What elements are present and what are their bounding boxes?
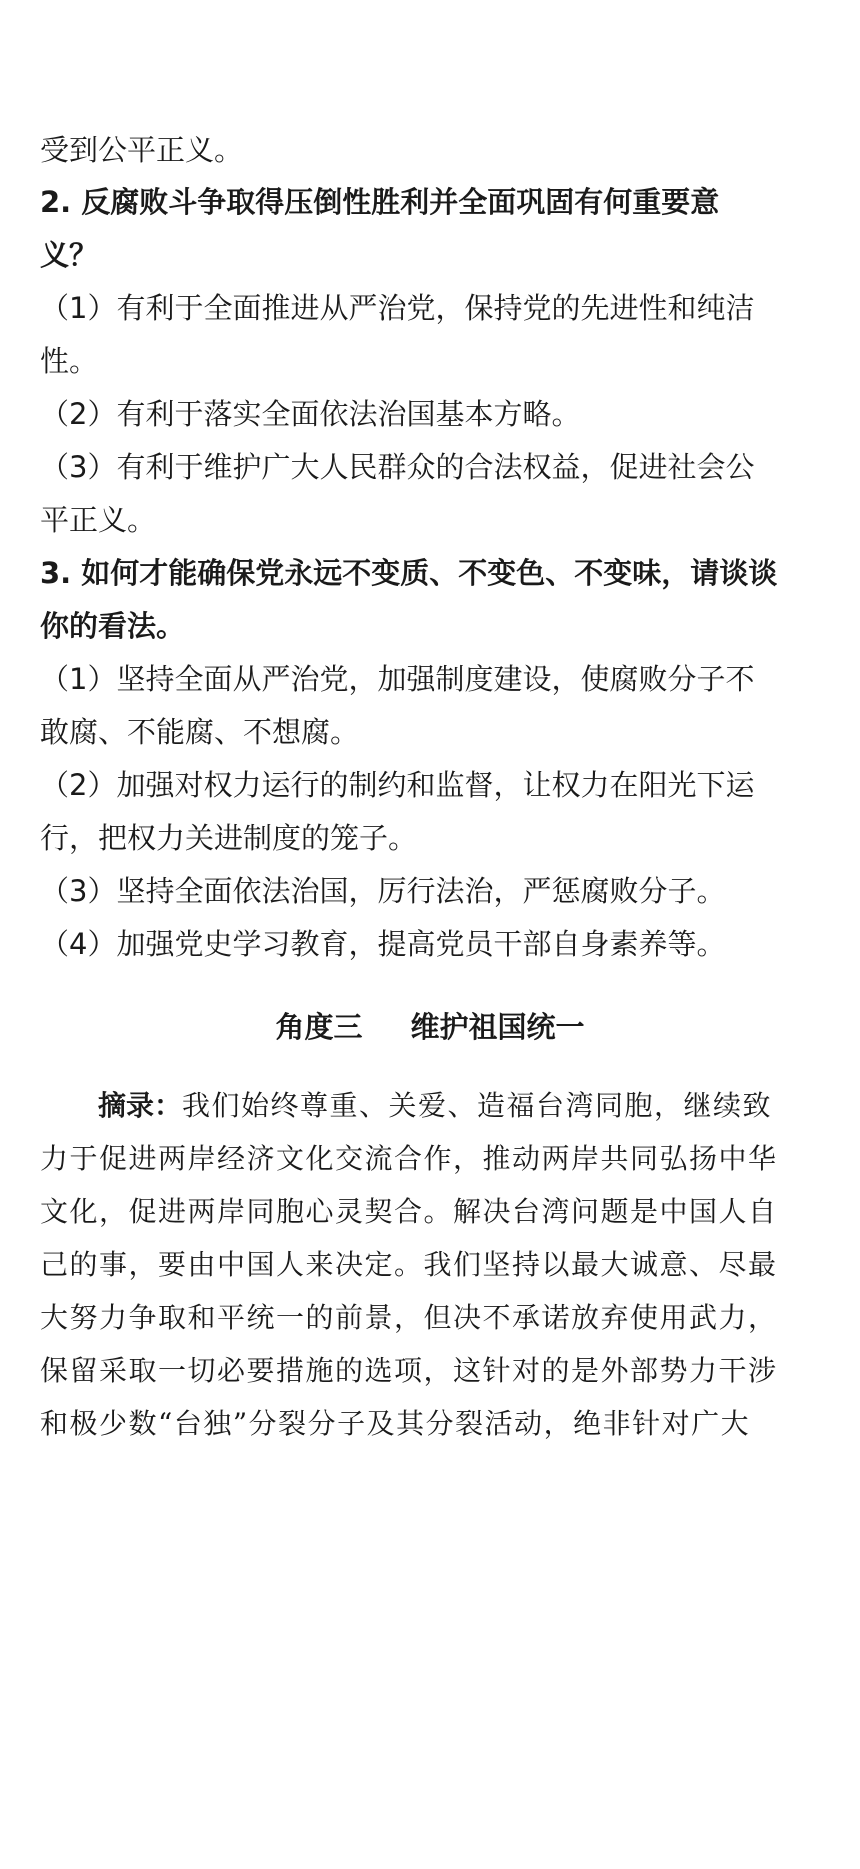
answer-3-1-line-2: 敢腐、不能腐、不想腐。	[40, 715, 360, 749]
excerpt-line-3: 文化，促进两岸同胞心灵契合。解决台湾问题是中国人自	[40, 1195, 778, 1228]
answer-3-2-line-1: （2）加强对权力运行的制约和监督，让权力在阳光下运	[40, 768, 755, 802]
answer-2-2-line-1: （2）有利于落实全面依法治国基本方略。	[40, 397, 581, 431]
answer-2-1-line-2: 性。	[40, 344, 99, 378]
excerpt-label: 摘录：	[98, 1089, 183, 1122]
question-2-line-2: 义？	[40, 238, 99, 272]
question-3-line-1: 3. 如何才能确保党永远不变质、不变色、不变味，请谈谈	[40, 556, 778, 590]
excerpt-line-2: 力于促进两岸经济文化交流合作，推动两岸共同弘扬中华	[40, 1142, 778, 1175]
excerpt-line-4: 己的事，要由中国人来决定。我们坚持以最大诚意、尽最	[40, 1248, 778, 1281]
answer-2-1-line-1: （1）有利于全面推进从严治党，保持党的先进性和纯洁	[40, 291, 755, 325]
answer-3-4-line-1: （4）加强党史学习教育，提高党员干部自身素养等。	[40, 927, 726, 961]
answer-3-2-line-2: 行，把权力关进制度的笼子。	[40, 821, 418, 855]
question-3-line-2: 你的看法。	[40, 609, 186, 643]
answer-3-3-line-1: （3）坚持全面依法治国，厉行法治，严惩腐败分子。	[40, 874, 726, 908]
section-part-label: 角度三	[275, 1010, 363, 1044]
answer-2-3-line-1: （3）有利于维护广大人民群众的合法权益，促进社会公	[40, 450, 755, 484]
excerpt-line-6: 保留采取一切必要措施的选项，这针对的是外部势力干涉	[40, 1354, 778, 1387]
excerpt-line-7: 和极少数“台独”分裂分子及其分裂活动，绝非针对广大	[40, 1407, 751, 1440]
answer-2-3-line-2: 平正义。	[40, 503, 157, 537]
question-2-line-1: 2. 反腐败斗争取得压倒性胜利并全面巩固有何重要意	[40, 185, 720, 219]
section-title: 维护祖国统一	[410, 1010, 585, 1044]
excerpt-line-5: 大努力争取和平统一的前景，但决不承诺放弃使用武力，	[40, 1301, 778, 1334]
answer-3-1-line-1: （1）坚持全面从严治党，加强制度建设，使腐败分子不	[40, 662, 755, 696]
excerpt-line-1	[40, 1084, 830, 1128]
top-fragment: 受到公平正义。	[40, 133, 244, 167]
excerpt-text: 我们始终尊重、关爱、造福台湾同胞，继续致	[182, 1089, 773, 1122]
section-heading	[0, 1005, 860, 1049]
